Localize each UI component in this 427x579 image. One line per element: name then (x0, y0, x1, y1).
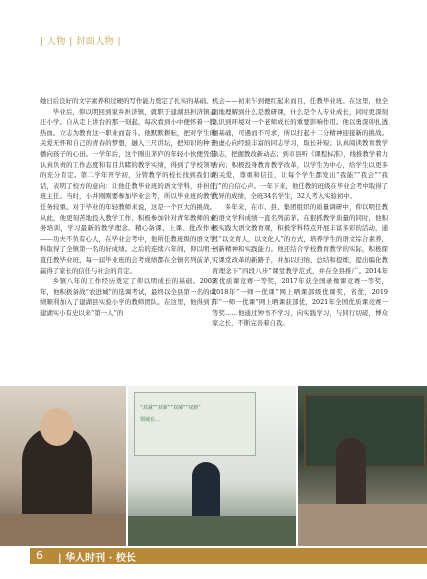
page-number: 6 (36, 549, 43, 562)
section-header-text: | 人物 | 封面人物 | (40, 37, 122, 47)
audience-row (128, 516, 296, 546)
photo-teacher-at-desk (0, 386, 126, 546)
left-text-column (40, 96, 216, 318)
photo-classroom (298, 386, 427, 546)
paragraph: 多年来，在市、县、集团组织的质量调研中，仰以明任教的语文学科成绩一直名列前茅。在狠抓教学质量的同时，他积极实践大语文教育观，积极学科特点开展丰富多彩的活动，通过“以文育人，以文化人”的方式，培养学生的语文综合素养，创新精神和实践能力。他还结合学校教育教学的实际，积极探究课堂改革的新路子，并加以归纳、总结和提炼，提出编化教育理念下“四段八步”课堂教学范式，并在全县推广。2014年省优质课竞赛一等奖，2017年获全国录像课竞赛一等奖，2018年“一师一优课”网上晒课部级优课奖，省优，2019年“一师一优课”网上晒课获部优，2021年全国优质课竞赛一等奖……他通过钟书不学习，向实践学习，与同行切磋，博众家之长，不断完善着自我。 (212, 202, 388, 328)
banner (134, 392, 256, 456)
banner-text-2: 领域在… (140, 417, 161, 423)
paragraph: 她日后良好的文字素养和过硬的写作能力奠定了扎实的基础。 (40, 97, 213, 105)
photo-strip (0, 386, 427, 546)
banner-text-1: “双减”“双新”“双减”“双新” (140, 405, 201, 411)
teacher-figure (336, 438, 366, 508)
person-head (40, 408, 74, 446)
desk (0, 514, 126, 546)
section-header (40, 34, 121, 47)
paragraph: 乡镇八年的工作经历奠定了仰以明成长的基础。2003年，他积极备战“农进城”的选调考试，最终以全县第一名的成绩顺利加入了建湖县实验小学的教师团队。在这里，他得到了建湖实小有史以来“第一人”的 (40, 277, 216, 317)
paragraph: 机会——初来乍到便红起来而且，任教毕业班。在这里，他全面地理解到什么是教研课，什么是个人专业成长，同时更深刻认识到环境对一个老师成长的重要影响作用。他以勇深卯扎透彻基础，可遇而不可求，所以打起十二分精神迎接新的挑战。他虚心向经验丰富的同志学习，取长补短；认真阅读教育教学杂志，把握教改新动态；到市县听《课程标准》，线推教学着力方向；积极投身教育教学改革，以学生为中心，给学生以更多的关爱，尊重和信任，让每个学生都发出“我能”“我会”“我行”的自信心声。一年下来，他任教的班级在毕业会考中取得了优异的成绩，全班34名学生，32人考入实验初中。 (212, 97, 388, 201)
footer-magazine-title: | 华人时刊 · 校长 (58, 553, 136, 564)
photo-lecture-hall (128, 386, 296, 546)
paragraph: 毕业后，仰以明回到家乡担济镇，就职于建湖县担济镇孟庄小学。自从走上讲台的那一刻起，每次看到小中便怀着一股热血。立志为教育这一职业而奋斗。他默默耕耘，把对学生的关爱无怀和自己的青春的梦想，融入三尺讲坛，把知识的种子播向孩子的心田。一学年后，这个刚出茅庐的年轻小伙便凭借认真负责的工作态度和有目共睹的教学实绩，得到了学校领导的充分肯定。第二学年开学初，分管教学的校长找到我们谈话，表明了校方的意向：让他任教毕业班的语文学科，并担任班主任。当时，小井刚刚要参加毕业会考，所以毕业班的教学任务较重。对于毕业的年轻教师来说，这是一个巨大的挑战。从此，他更刻苦地投入教学工作，积极参加针对青年教师的业务培训，学习最新的教学理念。精心备课、上课、批改作业——功夫不负有心人，在毕业会考中，他所任教班级的语文学科取得了全镇第一名的好成绩。之后的连续六年间，仰以明一直任教毕业班，每一届毕业班的会考成绩都在全镇名列前茅，赢得了家长的信任与社会的肯定。 (40, 107, 216, 275)
students-row (298, 504, 427, 546)
right-text-column (212, 96, 388, 329)
